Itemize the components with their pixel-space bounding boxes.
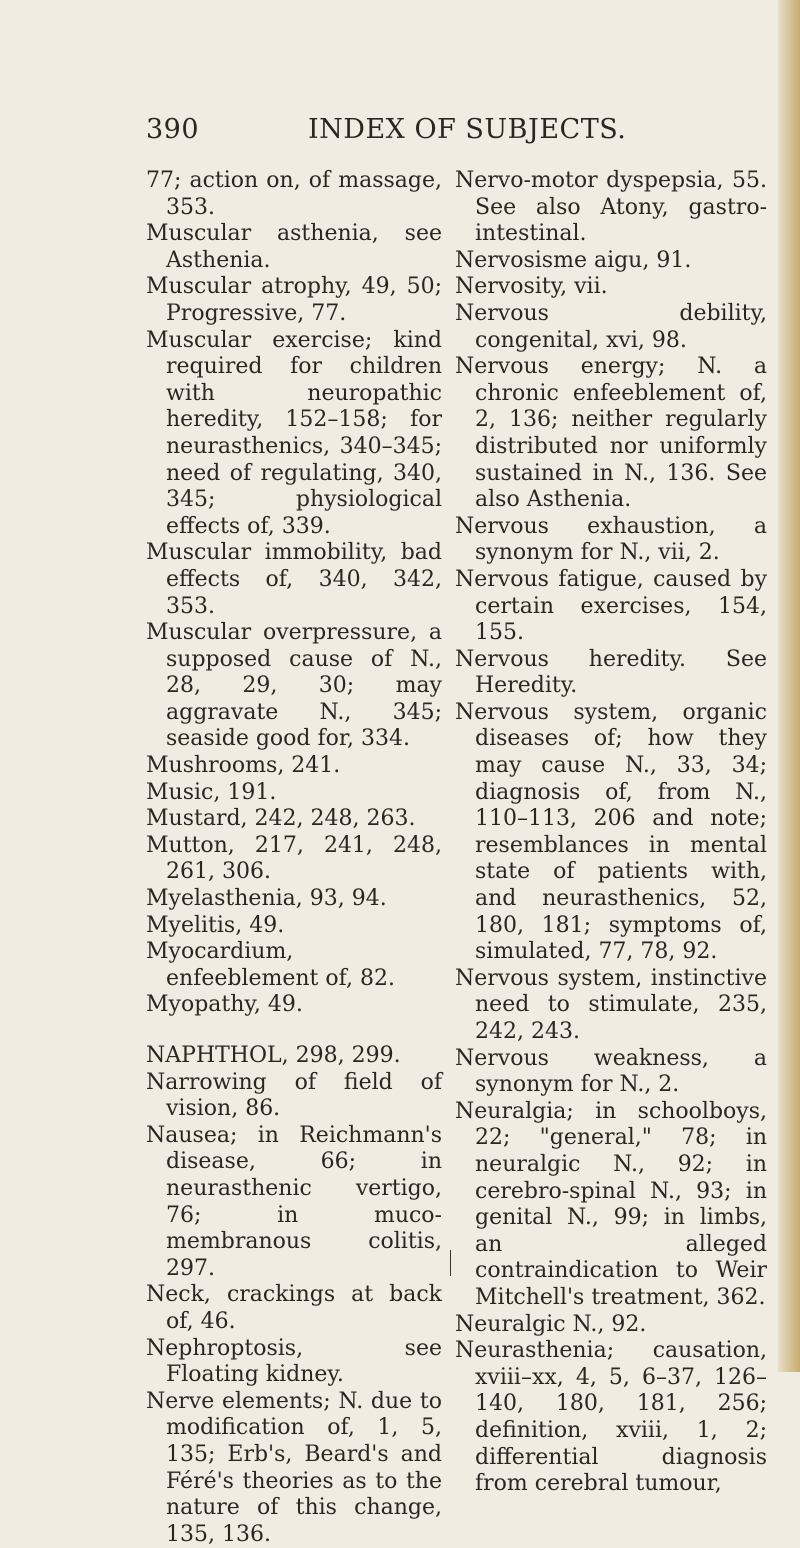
index-entry: Nephroptosis, see Floating kidney. [146,1335,442,1388]
index-entry: Myocardium, enfeeblement of, 82. [146,939,395,991]
index-entry: Neurasthenia; causation, xviii–xx, 4, 5, 6–37, 126–140, 180, 181, 256; definition, xviii, 1, 2; differential diagnosis from cerebral tumour, [455,1338,767,1497]
index-entry: Mutton, 217, 241, 248, 261, 306. [146,832,442,885]
page-number: 390 [146,114,200,145]
index-entry: Myelasthenia, 93, 94. [146,886,387,912]
index-entry: Nervous system, instinctive need to stimulate, 235, 242, 243. [455,965,767,1044]
index-entry: Muscular asthenia, see Asthenia. [146,221,442,273]
index-entry: Music, 191. [146,779,277,805]
index-entry: Nausea; in Reichmann's disease, 66; in neurasthenic vertigo, 76; in muco-membranous colitis, 297. [146,1122,442,1281]
index-entry: Neuralgic N., 92. [455,1311,647,1337]
index-entry: Nervous fatigue, caused by certain exercises, 154, 155. [455,566,767,646]
index-column-left [146,168,442,1548]
index-entry-section-start: NAPHTHOL, 298, 299. [146,1043,401,1068]
index-entry: Nervous weakness, a synonym for N., 2. [455,1045,767,1098]
index-entry: Muscular immobility, bad effects of, 340, 342, 353. [146,540,442,619]
index-entry: Nervous debility, congenital, xvi, 98. [455,300,767,353]
index-entry: Muscular exercise; kind required for children with neuropathic heredity, 152–158; for neurasthenics, 340–345; need of regulating, 340, 345; physiological effects of, 339. [146,327,442,539]
index-entry: Muscular atrophy, 49, 50; Progressive, 77. [146,274,442,326]
index-column-right [455,168,767,1498]
index-entry: Mustard, 242, 248, 263. [146,806,416,832]
running-title: INDEX OF SUBJECTS. [308,114,627,145]
index-entry: Myelitis, 49. [146,912,285,938]
page-header [146,114,746,150]
index-entry: Nervous energy; N. a chronic enfeeblement of, 2, 136; neither regularly distributed nor uniformly sustained in N., 136. See also Asthenia. [455,354,767,513]
index-entry: Neck, crackings at back of, 46. [146,1282,442,1334]
index-entry: Nervosisme aigu, 91. [455,247,692,273]
index-entry: Nervous heredity. See Heredity. [455,646,767,699]
index-entry: Nervo-motor dyspepsia, 55. See also Atony, gastro-intestinal. [455,168,767,247]
index-entry: Mushrooms, 241. [146,753,341,779]
index-entry: Myopathy, 49. [146,992,303,1018]
page-edge [778,0,800,1372]
index-entry: Nervous system, organic diseases of; how they may cause N., 33, 34; diagnosis of, from N., 110–113, 206 and note; resemblances in mental state of patients with, and neurasthenics, 52, 180, 181; symptoms of, simulated, 77, 78, 92. [455,699,767,965]
column-divider [450,1250,451,1276]
index-entry: Muscular overpressure, a supposed cause of N., 28, 29, 30; may aggravate N., 345; seaside good for, 334. [146,620,442,752]
index-entry: Narrowing of field of vision, 86. [146,1069,442,1122]
index-entry: Nervosity, vii. [455,274,608,300]
index-entry: Neuralgia; in schoolboys, 22; "general," 78; in neuralgic N., 92; in cerebro-spinal N., 93; in genital N., 99; in limbs, an alleged contraindication to Weir Mitchell's treatment, 362. [455,1098,767,1310]
index-entry: 77; action on, of massage, 353. [146,168,442,220]
index-entry: Nervous exhaustion, a synonym for N., vii, 2. [455,513,767,566]
index-entry: Nerve elements; N. due to modification of, 1, 5, 135; Erb's, Beard's and Féré's theories as to the nature of this change, 135, 136. [146,1388,442,1547]
